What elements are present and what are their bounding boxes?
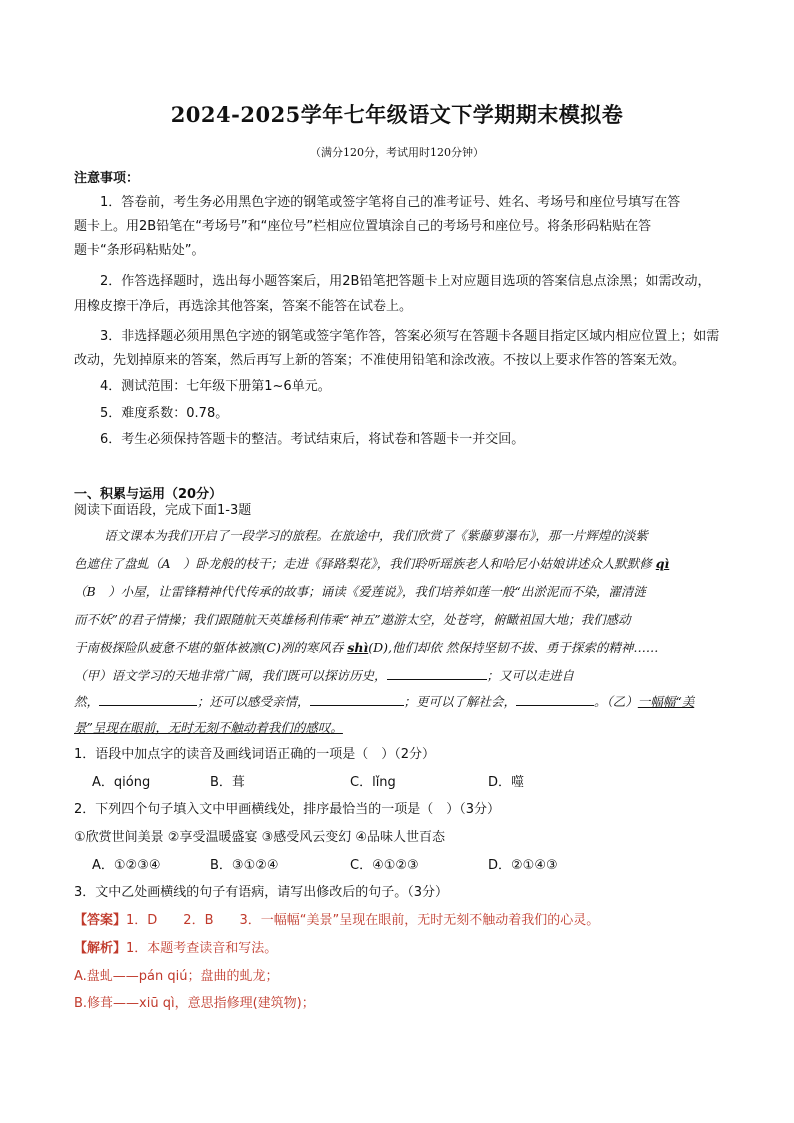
answer-text: 1．D 2．B 3．一幅幅“美景”呈现在眼前，无时无刻不触动着我们的心灵。 — [126, 913, 600, 928]
passage-text: ；更可以了解社会， — [403, 694, 517, 709]
fill-blank[interactable] — [387, 667, 487, 680]
answer-block — [74, 912, 599, 930]
question-3: 3．文中乙处画横线的句子有语病，请写出修改后的句子。（3分） — [74, 885, 449, 900]
passage-text: (D),他们却依 然保持坚韧不拔、勇于探索的精神…… — [368, 640, 659, 655]
analysis-block — [74, 940, 277, 958]
underlined-sentence: 一幅幅“美 — [637, 694, 695, 709]
notice-line: 题卡上。用2B铅笔在“考场号”和“座位号”栏相应位置填涂自己的考场号和座位号。将条形码粘贴在答 — [74, 219, 652, 234]
passage-text: ；还可以感受亲情， — [197, 694, 310, 709]
analysis-item-a: A.盘虬——pán qiú；盘曲的虬龙； — [74, 969, 279, 984]
passage-text: 于南极探险队疲惫不堪的躯体被凛(C)冽的寒风吞 — [74, 640, 344, 655]
notice-line: 4．测试范围：七年级下册第1~6单元。 — [100, 379, 331, 394]
passage-line — [74, 555, 669, 573]
q2-option-c[interactable]: C．④①②③ — [350, 858, 419, 873]
q1-option-c[interactable]: C．lǐng — [350, 775, 396, 790]
notice-line: 用橡皮擦干净后，再选涂其他答案，答案不能答在试卷上。 — [74, 299, 413, 314]
question-2: 2．下列四个句子填入文中甲画横线处，排序最恰当的一项是（ ）（3分） — [74, 802, 501, 817]
pinyin-shi: shì — [347, 640, 369, 655]
notice-line: 3．非选择题必须用黑色字迹的钢笔或签字笔作答，答案必须写在答题卡各题目指定区域内相应位置上；如需 — [100, 329, 720, 344]
analysis-text: 1．本题考查读音和写法。 — [126, 941, 278, 956]
section-heading: 一、积累与运用（20分） — [74, 487, 223, 502]
passage-line: 语文课本为我们开启了一段学习的旅程。在旅途中，我们欣赏了《紫藤萝瀑布》，那一片辉煌的淡紫 — [104, 528, 648, 543]
pinyin-qi: qì — [655, 556, 670, 571]
passage-line — [74, 667, 574, 685]
q2-option-d[interactable]: D．②①④③ — [488, 858, 558, 873]
fill-blank[interactable] — [516, 693, 594, 706]
q2-option-b[interactable]: B．③①②④ — [210, 858, 279, 873]
passage-text: ；又可以走进自 — [486, 668, 575, 683]
reading-intro: 阅读下面语段，完成下面1-3题 — [74, 503, 252, 518]
question-1: 1．语段中加点字的读音及画线词语正确的一项是（ ）（2分） — [74, 747, 436, 762]
page-title: 2024-2025学年七年级语文下学期期末模拟卷 — [170, 102, 624, 127]
q2-sentences: ①欣赏世间美景 ②享受温暖盛宴 ③感受风云变幻 ④品味人世百态 — [74, 830, 446, 845]
page-subtitle: （满分120分，考试用时120分钟） — [310, 146, 484, 159]
passage-line — [74, 639, 658, 657]
analysis-item-b: B.修葺——xiū qì，意思指修理(建筑物)； — [74, 996, 315, 1011]
notice-line: 2．作答选择题时，选出每小题答案后，用2B铅笔把答题卡上对应题目选项的答案信息点涂黑；如需改动， — [100, 274, 711, 289]
notice-line: 6．考生必须保持答题卡的整洁。考试结束后，将试卷和答题卡一并交回。 — [100, 432, 525, 447]
passage-line: （B ）小屋，让雷锋精神代代传承的故事；诵读《爱莲说》，我们培养如莲一般“出淤泥而不染，濯清涟 — [74, 584, 646, 599]
analysis-label: 【解析】 — [74, 941, 127, 956]
notice-heading: 注意事项： — [74, 171, 140, 186]
passage-text: 。（乙） — [594, 694, 638, 709]
notice-line: 题卡“条形码粘贴处”。 — [74, 243, 205, 258]
notice-line: 1．答卷前，考生务必用黑色字迹的钢笔或签字笔将自己的准考证号、姓名、考场号和座位号填写在答 — [100, 195, 681, 210]
q1-option-d[interactable]: D．噬 — [488, 775, 525, 790]
q2-option-a[interactable]: A．①②③④ — [92, 858, 161, 873]
answer-label: 【答案】 — [74, 913, 127, 928]
passage-line: 景”呈现在眼前，无时无刻不触动着我们的感叹。 — [74, 720, 343, 735]
passage-text: 色遮住了盘虬（A ）卧龙般的枝干；走进《驿路梨花》，我们聆听瑶族老人和哈尼小姑娘讲述众人默默修 — [74, 556, 652, 571]
q1-option-a[interactable]: A．qióng — [92, 775, 151, 790]
passage-text: （甲）语文学习的天地非常广阔，我们既可以探访历史， — [74, 668, 387, 683]
passage-text: 然， — [74, 694, 100, 709]
notice-line: 5．难度系数：0.78。 — [100, 406, 229, 421]
fill-blank[interactable] — [99, 693, 197, 706]
passage-line — [74, 693, 694, 711]
q1-option-b[interactable]: B．葺 — [210, 775, 245, 790]
notice-line: 改动，先划掉原来的答案，然后再写上新的答案；不准使用铅笔和涂改液。不按以上要求作答的答案无效。 — [74, 353, 686, 368]
fill-blank[interactable] — [310, 693, 404, 706]
passage-line: 而不妖”的君子情操；我们跟随航天英雄杨利伟乘“神五”遨游太空，处苍穹，俯瞰祖国大地；我们感动 — [74, 612, 631, 627]
